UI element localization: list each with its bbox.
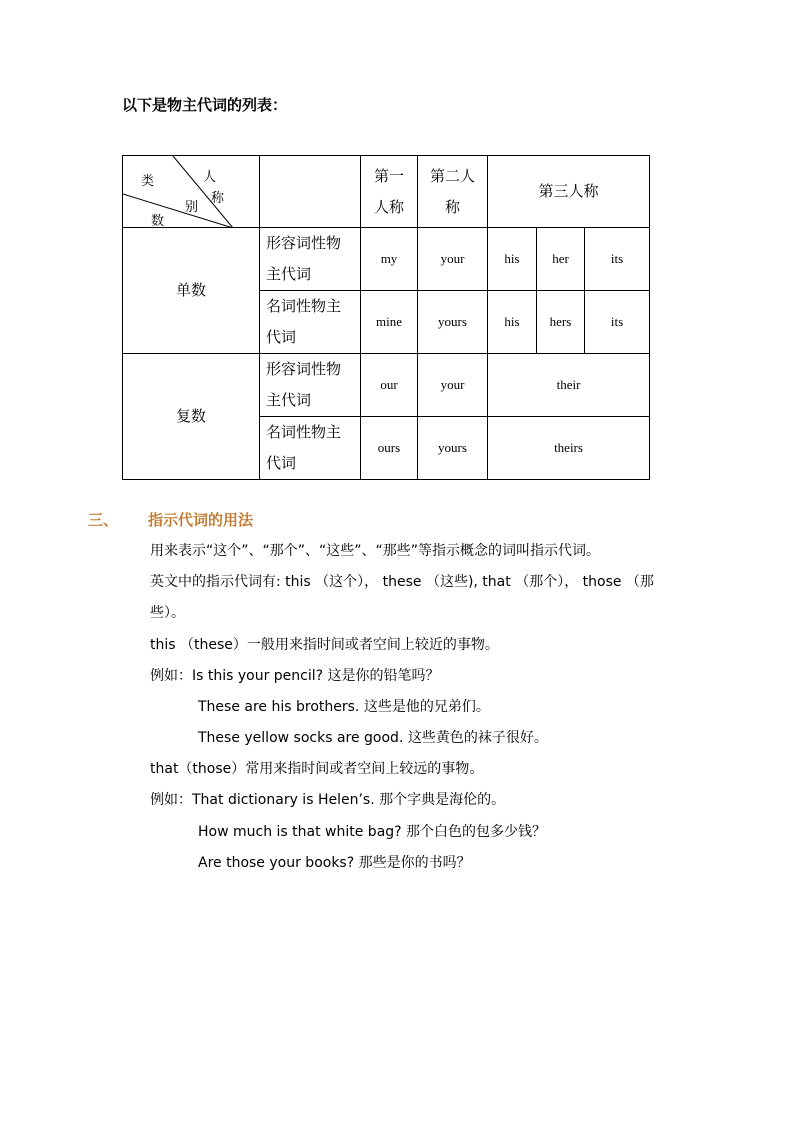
table-cell: ours [361,417,418,480]
intro-heading: 以下是物主代词的列表： [122,96,288,114]
body-line: 英文中的指示代词有: this （这个）， these （这些), that （那个）， those （那 [150,574,654,590]
plural-adj-label: 形容词性物 主代词 [260,354,361,417]
diagonal-lines [123,156,260,228]
section-number: 三、 [88,511,119,529]
table-cell: your [418,354,488,417]
header-first-person: 第一 人称 [361,156,418,228]
body-line: Are those your books? 那些是你的书吗？ [198,855,471,871]
body-line: that（those）常用来指时间或者空间上较远的事物。 [150,761,484,777]
corner-shu: 数 [151,214,165,229]
table-cell: theirs [488,417,650,480]
table-cell: mine [361,291,418,354]
table-corner-cell [123,156,260,228]
corner-cheng: 称 [211,191,225,206]
table-cell: our [361,354,418,417]
table-cell: his [488,291,537,354]
table-cell: her [537,228,585,291]
singular-noun-label: 名词性物主 代词 [260,291,361,354]
table-cell: hers [537,291,585,354]
corner-ren: 人 [203,170,217,185]
singular-label: 单数 [123,228,260,354]
table-cell: his [488,228,537,291]
table-cell: your [418,228,488,291]
section-title: 指示代词的用法 [148,511,254,529]
table-cell: its [585,291,650,354]
body-line: These are his brothers. 这些是他的兄弟们。 [198,699,490,715]
body-line: 例如：That dictionary is Helen’s. 那个字典是海伦的。 [150,792,506,808]
table-cell: its [585,228,650,291]
table-cell: yours [418,291,488,354]
singular-adj-label: 形容词性物 主代词 [260,228,361,291]
corner-lei: 类 [141,174,155,189]
body-line: 例如：Is this your pencil? 这是你的铅笔吗？ [150,668,440,684]
body-line: 些）。 [150,605,185,621]
table-cell: their [488,354,650,417]
body-line: this （these）一般用来指时间或者空间上较近的事物。 [150,637,499,653]
header-second-person: 第二人 称 [418,156,488,228]
corner-bie: 别 [185,200,199,215]
header-third-person: 第三人称 [488,156,650,228]
table-cell: my [361,228,418,291]
header-empty [260,156,361,228]
table-cell: yours [418,417,488,480]
plural-noun-label: 名词性物主 代词 [260,417,361,480]
body-line: 用来表示“这个”、“那个”、“这些”、“那些”等指示概念的词叫指示代词。 [150,543,601,559]
body-line: How much is that white bag? 那个白色的包多少钱？ [198,824,547,840]
body-line: These yellow socks are good. 这些黄色的袜子很好。 [198,730,548,746]
possessive-pronoun-table [122,155,650,480]
plural-label: 复数 [123,354,260,480]
